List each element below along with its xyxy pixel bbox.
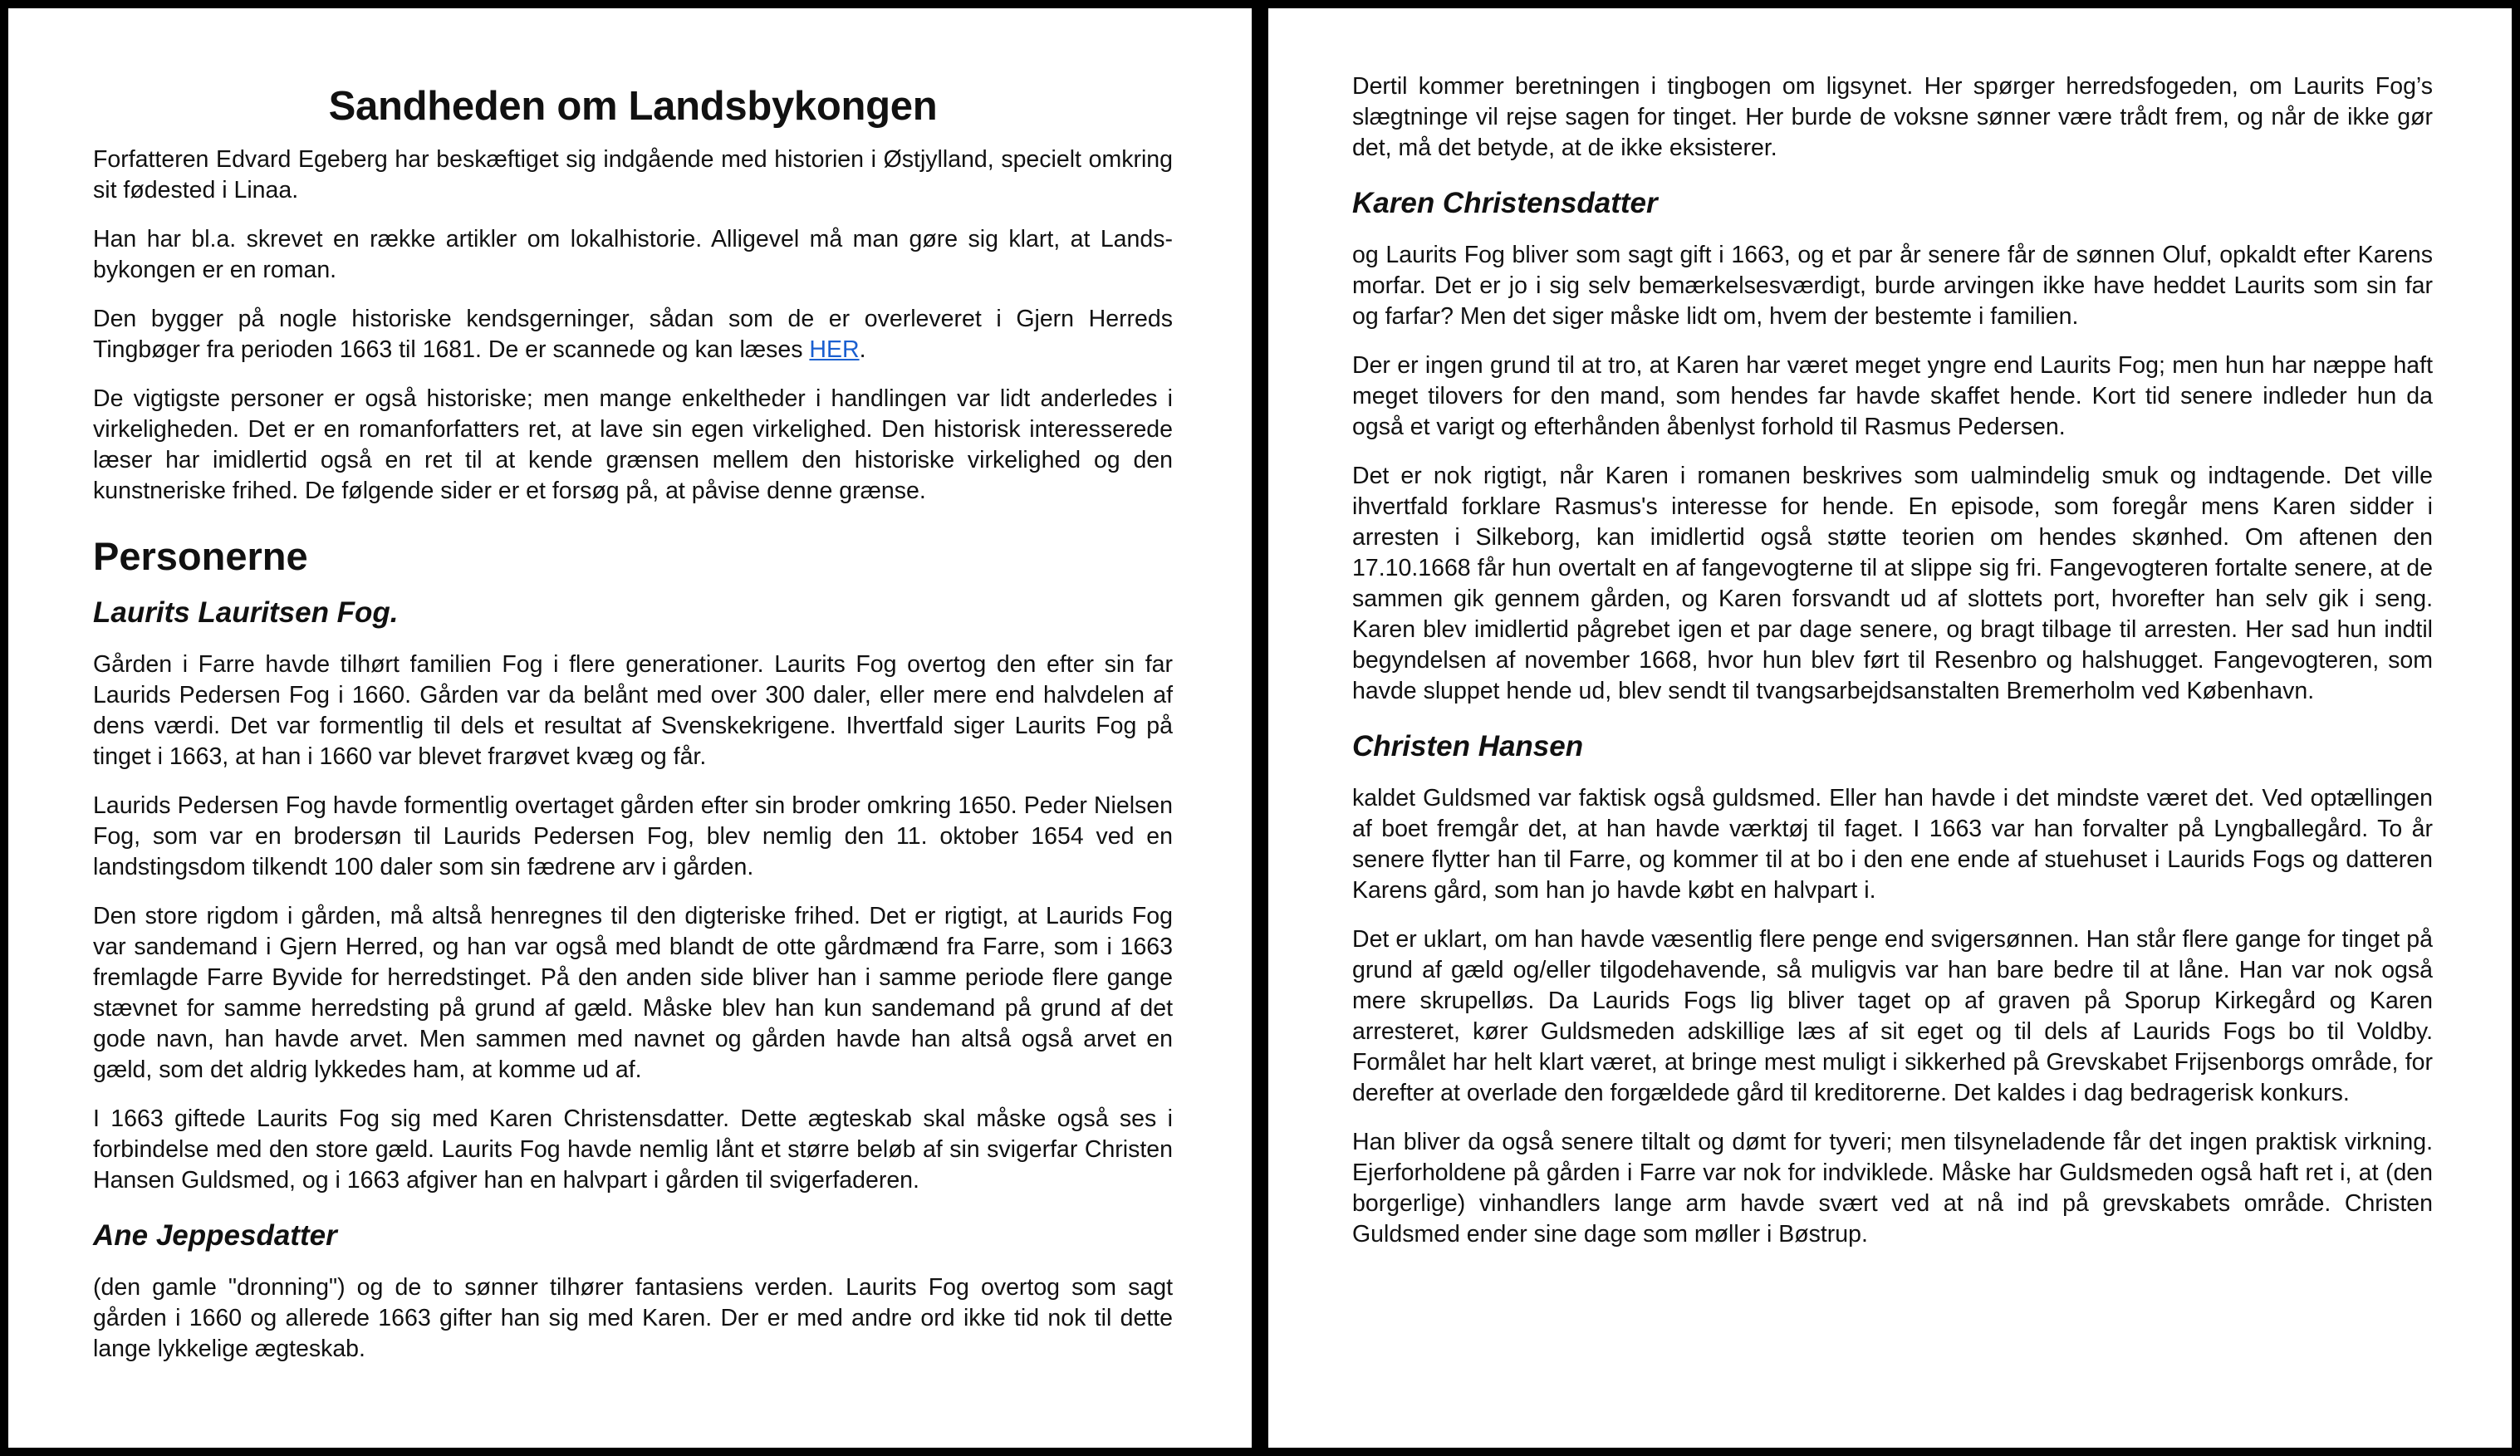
source-text-end: .: [859, 336, 866, 363]
left-page: [8, 8, 1252, 1448]
body-paragraph: Der er ingen grund til at tro, at Karen har været meget yngre end Laurits Fog; men hun har næppe haft meget tilovers for den mand, som hendes far havde skaffet hende. Kort tid senere indleder hun da også et varigt og efterhånden åbenlyst forhold til Rasmus Pedersen.: [1352, 352, 2433, 440]
intro-paragraph: Forfatteren Edvard Egeberg har beskæftiget sig indgående med historien i Østjylland, specielt omkring sit fødested i Linaa.: [93, 146, 1173, 203]
body-paragraph: Det er nok rigtigt, når Karen i romanen beskrives som ualmindelig smuk og indtagende. Det ville ihvertfald forklare Rasmus's interesse for hende. En episode, som foregår mens Karen sidder i arresten i Silkeborg, kan imidlertid også støtte teorien om hendes skønhed. Om aftenen den 17.10.1668 får hun overtalt en af fangevogterne til at slippe sig fri. Fangevogteren fortalte senere, at de sammen gik gennem gården, og Karen forsvandt ud af slottets port, hvorefter han selv gik i seng. Karen blev imidlertid pågrebet igen et par dage senere, og bragt tilbage til arresten. Her sad hun indtil begyndelsen af november 1668, hvor hun blev ført til Resenbro og halshugget. Fangevogteren, som havde sluppet hende ud, blev sendt til tvangsarbejdsanstalten Bremerholm ved København.: [1352, 463, 2433, 704]
source-paragraph: [93, 304, 1173, 365]
body-paragraph: Laurids Pedersen Fog havde formentlig overtaget gården efter sin broder omkring 1650. Peder Nielsen Fog, som var en brodersøn til Laurids Pedersen Fog, blev nemlig den 11. oktober 1654 ved en landstingsdom tilkendt 100 daler som sin fædrene arv i gården.: [93, 792, 1173, 880]
person-heading-christen: Christen Hansen: [1352, 730, 1584, 762]
body-paragraph: Han bliver da også senere tiltalt og dømt for tyveri; men tilsyneladende får det ingen praktisk virkning. Ejerforholdene på gården i Farre var nok for indviklede. Måske har Guldsmeden også haft ret i, at (den borgerlige) vinhandlers lange arm havde svært ved at nå ind på grevskabets område. Christen Guldsmed ender sine dage som møller i Bøstrup.: [1352, 1129, 2433, 1248]
person-heading-laurits: Laurits Lauritsen Fog.: [93, 596, 399, 629]
body-paragraph: og Laurits Fog bliver som sagt gift i 1663, og et par år senere får de sønnen Oluf, opkaldt efter Karens morfar. Det er jo i sig selv bemærkelsesværdigt, burde arvingen ikke have heddet Laurits som sin far og farfar? Men det siger måske lidt om, hvem der bestemte i familien.: [1352, 242, 2433, 330]
body-paragraph: Det er uklart, om han havde væsentlig flere penge end svigersønnen. Han står flere gange for tinget på grund af gæld og/eller tilgodehavende, så muligvis var han bare bedre til at låne. Han var nok også mere skrupelløs. Da Laurids Fogs lig bliver taget op af graven på Sporup Kirkegård og Karen arresteret, kører Guldsmeden adskillige læs af sit eget og til dels af Laurids Fogs bo til Voldby. Formålet har helt klart været, at bringe mest muligt i sikkerhed på Grevskabet Frijsenborgs område, for derefter at overlade den forgældede gård til kreditorerne. Det kaldes i dag bedragerisk konkurs.: [1352, 926, 2433, 1106]
body-paragraph: Den store rigdom i gården, må altså henregnes til den digteriske frihed. Det er rigtigt, at Laurids Fog var sandemand i Gjern Herred, og han var også med blandt de otte gårdmænd fra Farre, som i 1663 fremlagde Farre Byvide for herredstinget. På den anden side bliver han i samme periode flere gange stævnet for samme herredsting på grund af gæld. Måske blev han kun sandemand på grund af det gode navn, han havde arvet. Men sammen med navnet og gården havde han altså også arvet en gæld, som det aldrig lykkedes ham, at komme ud af.: [93, 903, 1173, 1083]
intro-paragraph: De vigtigste personer er også historiske; men mange enkeltheder i handlingen var lidt anderledes i virkeligheden. Det er en romanforfatters ret, at lave sin egen virkelighed. Den historisk interesserede læser har imidlertid også en ret til at kende grænsen mellem den historiske virkelighed og den kunstneriske frihed. De følgende sider er et forsøg på, at påvise denne grænse.: [93, 385, 1173, 504]
person-heading-karen: Karen Christensdatter: [1352, 187, 1658, 219]
body-paragraph: kaldet Guldsmed var faktisk også guldsmed. Eller han havde i det mindste været det. Ved optællingen af boet fremgår det, at han havde værktøj til faget. I 1663 var han forvalter på Lyngballegård. To år senere flytter han til Farre, og kommer til at bo i den ene ende af stuehuset i Laurids Fogs og datteren Karens gård, som han jo havde købt en halvpart i.: [1352, 785, 2433, 904]
body-paragraph: Gården i Farre havde tilhørt familien Fog i flere generationer. Laurits Fog overtog den efter sin far Laurids Pedersen Fog i 1660. Gården var da belånt med over 300 daler, eller mere end halvdelen af dens værdi. Det var formentlig til dels et resultat af Svenskekrigene. Ihvertfald siger Laurits Fog på tinget i 1663, at han i 1660 var blevet frarøvet kvæg og får.: [93, 651, 1173, 770]
body-paragraph: Dertil kommer beretningen i tingbogen om ligsynet. Her spørger herredsfogeden, om Laurits Fog’s slægtninge vil rejse sagen for tinget. Her burde de voksne sønner være trådt frem, og når de ikke gør det, må det betyde, at de ikke eksisterer.: [1352, 73, 2433, 161]
tingboger-link[interactable]: HER: [809, 336, 860, 363]
section-heading-personerne: Personerne: [93, 534, 308, 578]
document-title: Sandheden om Landsbykongen: [328, 84, 938, 129]
body-paragraph: I 1663 giftede Laurits Fog sig med Karen Christensdatter. Dette ægteskab skal måske også ses i forbindelse med den store gæld. Laurits Fog havde nemlig lånt et større beløb af sin svigerfar Christen Hansen Guldsmed, og i 1663 afgiver han en halvpart i gården til svigerfaderen.: [93, 1105, 1173, 1194]
intro-paragraph: Han har bl.a. skrevet en række artikler om lokalhistorie. Alligevel må man gøre sig klart, at Landsbykongen er en roman.: [93, 226, 1173, 283]
right-page: [1268, 8, 2512, 1448]
person-heading-ane: Ane Jeppesdatter: [93, 1219, 337, 1252]
source-text: Den bygger på nogle historiske kendsgerninger, sådan som de er overleveret i Gjern Herreds Tingbøger fra perioden 1663 til 1681. De er scannede og kan læses: [93, 306, 1173, 363]
body-paragraph: (den gamle "dronning") og de to sønner tilhører fantasiens verden. Laurits Fog overtog som sagt gården i 1660 og allerede 1663 gifter han sig med Karen. Der er med andre ord ikke tid nok til dette lange lykkelige ægteskab.: [93, 1274, 1173, 1362]
